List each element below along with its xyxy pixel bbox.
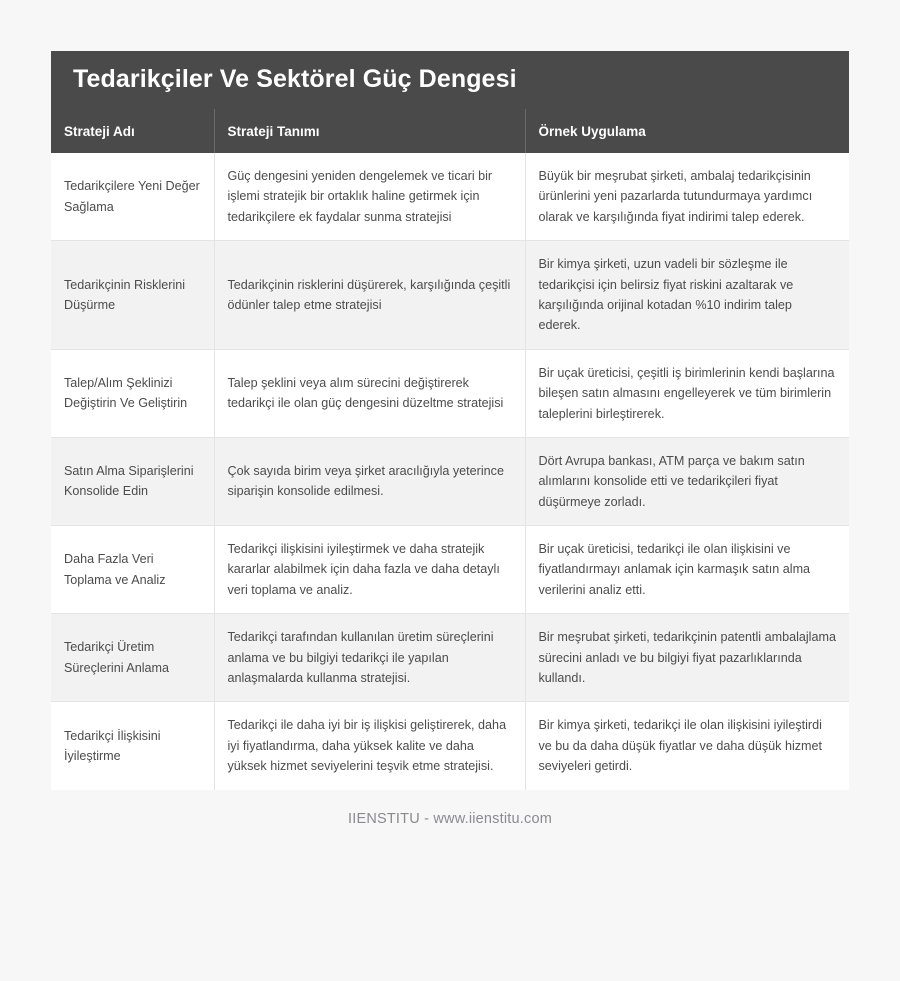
table-row: [51, 437, 849, 525]
table-row: [51, 526, 849, 614]
cell-strategy-definition: Güç dengesini yeniden dengelemek ve ticari bir işlemi stratejik bir ortaklık haline getirmek için tedarikçilere ek faydalar sunma stratejisi: [214, 153, 525, 241]
table-row: [51, 153, 849, 241]
cell-strategy-name: Tedarikçi İlişkisini İyileştirme: [51, 702, 214, 790]
cell-strategy-definition: Çok sayıda birim veya şirket aracılığıyla yeterince siparişin konsolide edilmesi.: [214, 437, 525, 525]
cell-strategy-definition: Tedarikçi tarafından kullanılan üretim süreçlerini anlama ve bu bilgiyi tedarikçi ile yapılan anlaşmalarda kullanma stratejisi.: [214, 614, 525, 702]
cell-strategy-name: Satın Alma Siparişlerini Konsolide Edin: [51, 437, 214, 525]
cell-example-application: Bir kimya şirketi, tedarikçi ile olan ilişkisini iyileştirdi ve bu da daha düşük fiyatlar ve daha düşük hizmet seviyeleri getirdi.: [525, 702, 849, 790]
table-row: [51, 614, 849, 702]
table-body: [51, 153, 849, 790]
cell-strategy-name: Talep/Alım Şeklinizi Değiştirin Ve Geliştirin: [51, 349, 214, 437]
column-header-strategy-definition: Strateji Tanımı: [214, 109, 525, 153]
column-header-strategy-name: Strateji Adı: [51, 109, 214, 153]
cell-strategy-name: Daha Fazla Veri Toplama ve Analiz: [51, 526, 214, 614]
cell-strategy-definition: Talep şeklini veya alım sürecini değiştirerek tedarikçi ile olan güç dengesini düzeltme stratejisi: [214, 349, 525, 437]
cell-example-application: Bir uçak üreticisi, çeşitli iş birimlerinin kendi başlarına bileşen satın almasını engelleyerek ve tüm birimlerin taleplerini birleştirerek.: [525, 349, 849, 437]
cell-example-application: Bir kimya şirketi, uzun vadeli bir sözleşme ile tedarikçisi için belirsiz fiyat riskini azaltarak ve karşılığında orijinal kotadan %10 indirim talep ederek.: [525, 241, 849, 350]
cell-example-application: Bir meşrubat şirketi, tedarikçinin patentli ambalajlama sürecini anladı ve bu bilgiyi fiyat pazarlıklarında kullandı.: [525, 614, 849, 702]
column-header-example-application: Örnek Uygulama: [525, 109, 849, 153]
title-bar: [51, 51, 849, 109]
strategy-table: [51, 109, 849, 790]
cell-example-application: Büyük bir meşrubat şirketi, ambalaj tedarikçisinin ürünlerini yeni pazarlarda tutundurmaya yardımcı olarak ve karşılığında fiyat indirimi talep ederek.: [525, 153, 849, 241]
cell-strategy-definition: Tedarikçi ilişkisini iyileştirmek ve daha stratejik kararlar alabilmek için daha fazla ve daha detaylı veri toplama ve analiz.: [214, 526, 525, 614]
footer-attribution: IIENSTITU - www.iienstitu.com: [348, 810, 552, 827]
table-row: [51, 702, 849, 790]
table-row: [51, 241, 849, 350]
cell-example-application: Dört Avrupa bankası, ATM parça ve bakım satın alımlarını konsolide etti ve tedarikçileri fiyat düşürmeye zorladı.: [525, 437, 849, 525]
table-header-row: [51, 109, 849, 153]
cell-strategy-name: Tedarikçinin Risklerini Düşürme: [51, 241, 214, 350]
cell-strategy-name: Tedarikçilere Yeni Değer Sağlama: [51, 153, 214, 241]
cell-strategy-definition: Tedarikçi ile daha iyi bir iş ilişkisi geliştirerek, daha iyi fiyatlandırma, daha yüksek kalite ve daha yüksek hizmet seviyelerini teşvik etme stratejisi.: [214, 702, 525, 790]
table-row: [51, 349, 849, 437]
cell-strategy-definition: Tedarikçinin risklerini düşürerek, karşılığında çeşitli ödünler talep etme stratejisi: [214, 241, 525, 350]
page-title: Tedarikçiler Ve Sektörel Güç Dengesi: [73, 65, 517, 94]
table-header: [51, 109, 849, 153]
cell-example-application: Bir uçak üreticisi, tedarikçi ile olan ilişkisini ve fiyatlandırmayı anlamak için karmaşık satın alma verilerini analiz etti.: [525, 526, 849, 614]
cell-strategy-name: Tedarikçi Üretim Süreçlerini Anlama: [51, 614, 214, 702]
